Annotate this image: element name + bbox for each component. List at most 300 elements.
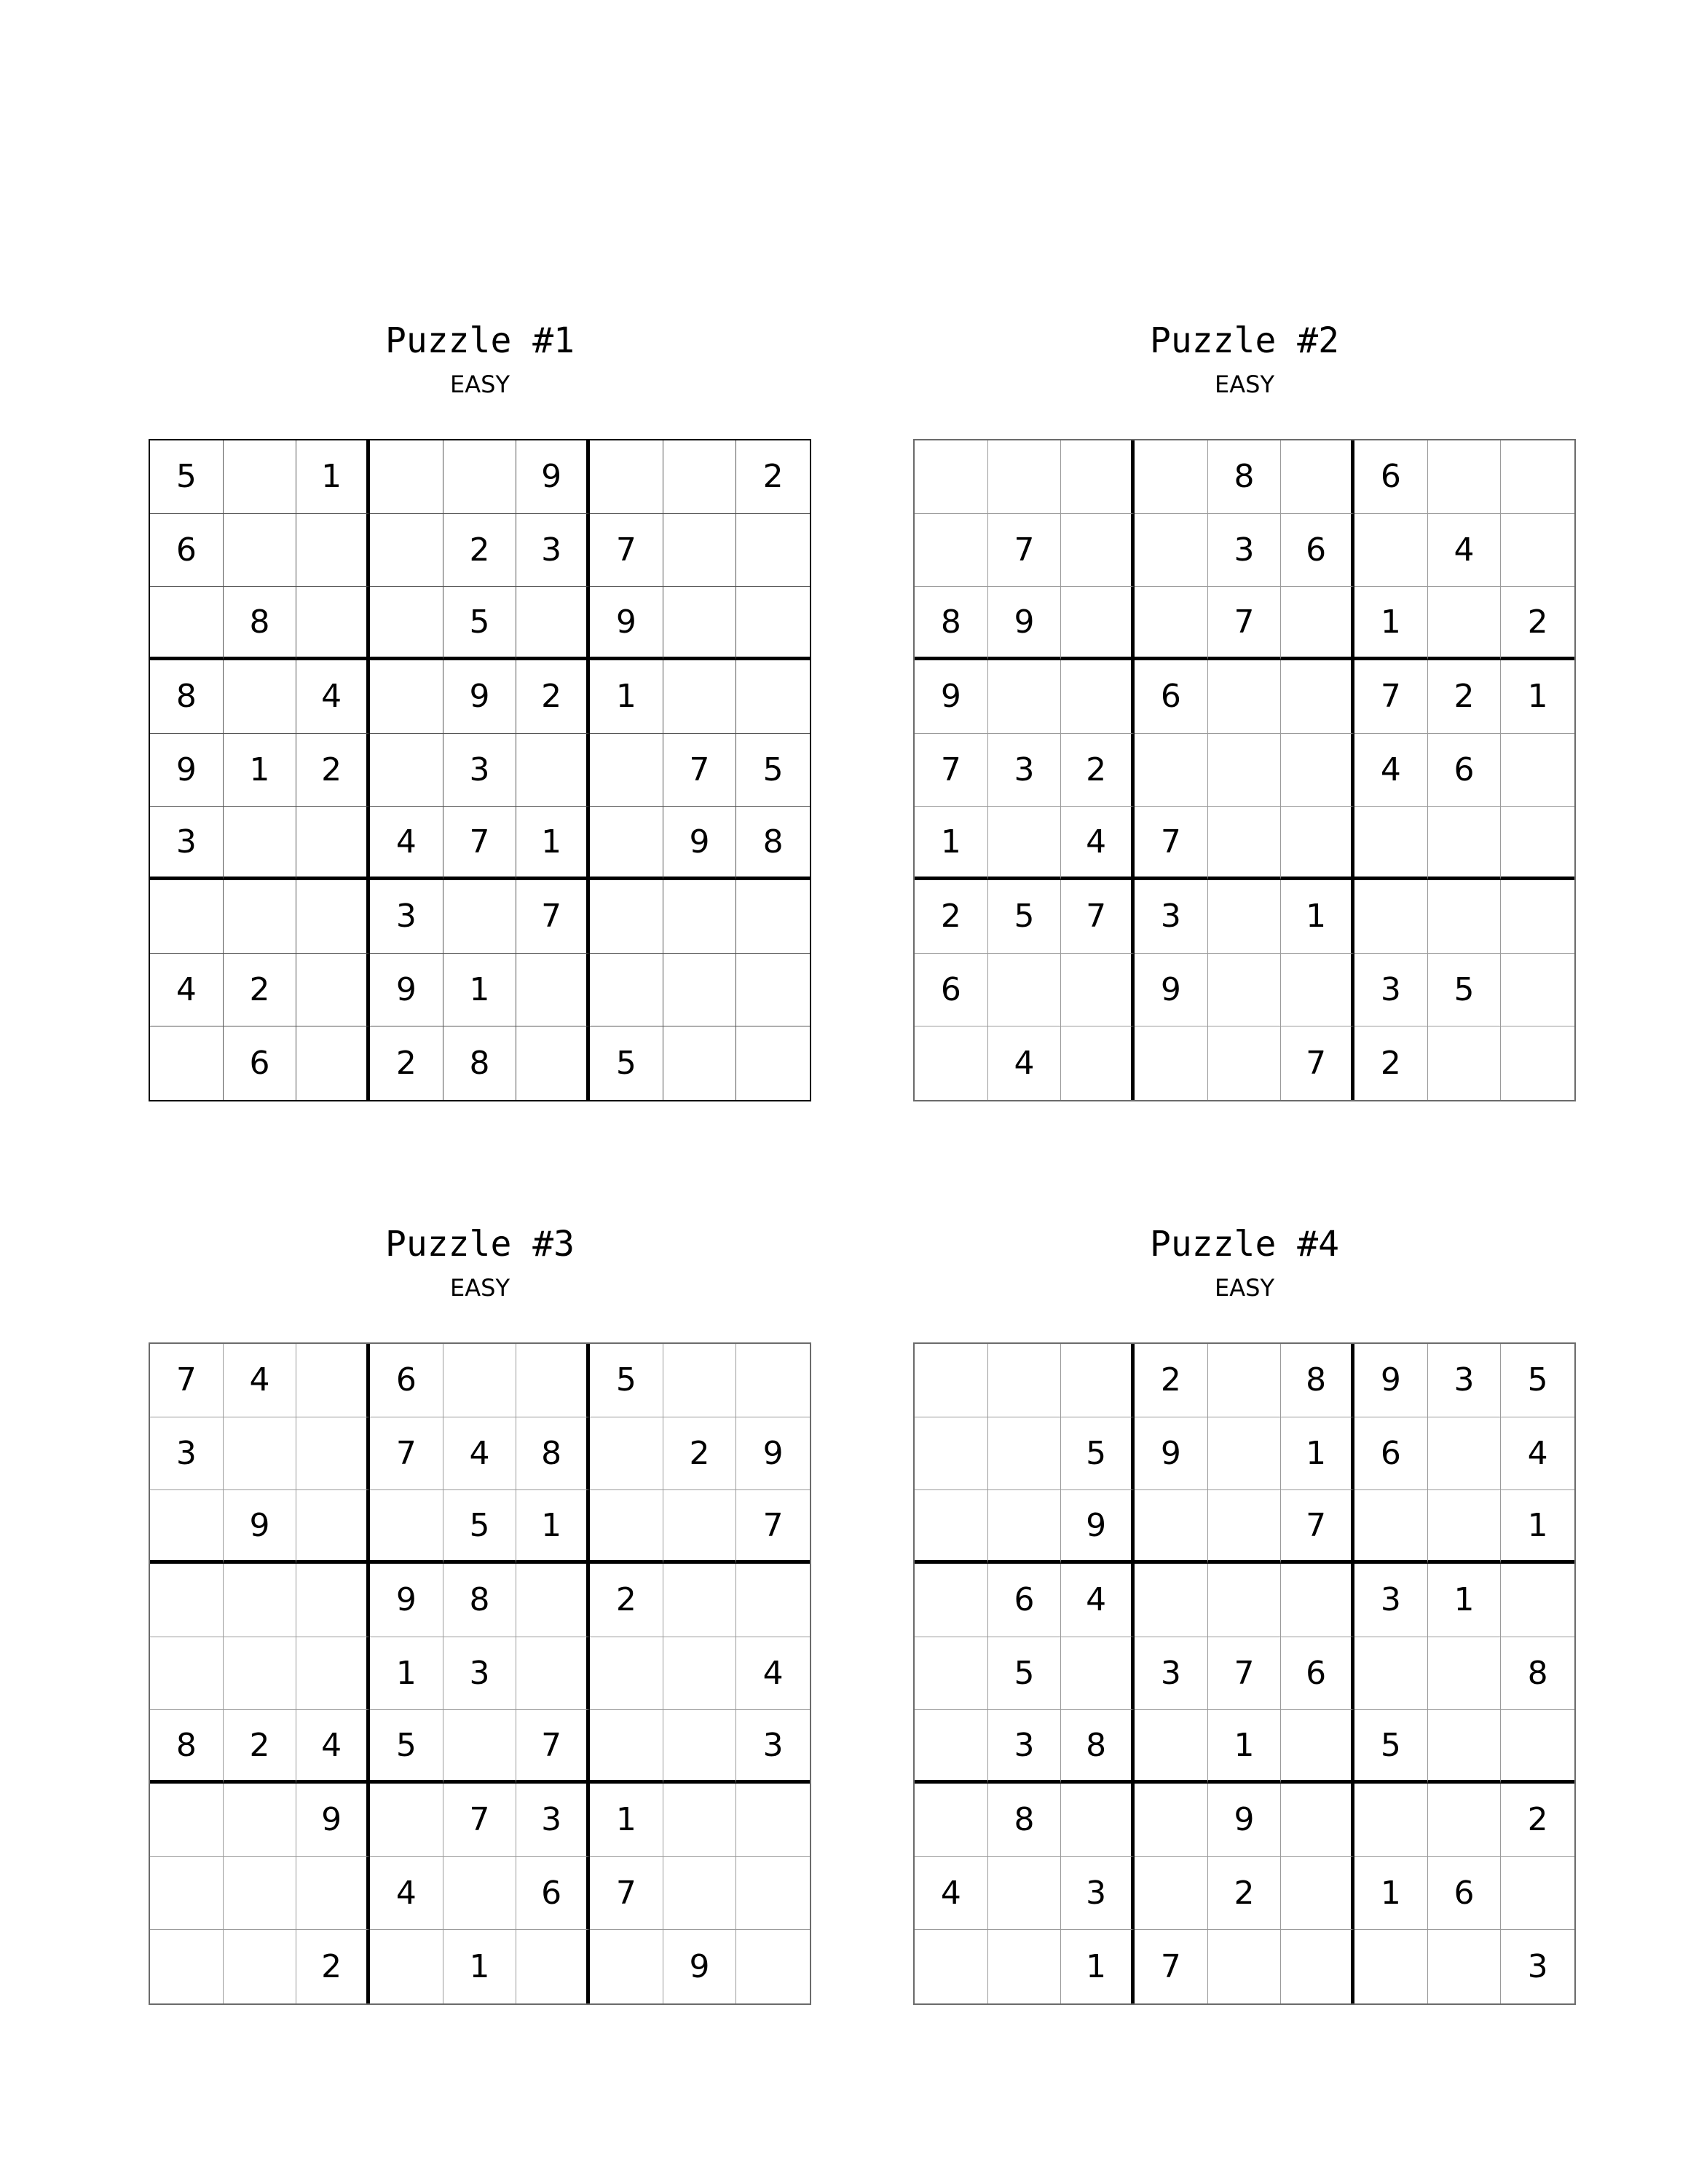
puzzle-title: Puzzle #3 (384, 1224, 575, 1265)
sudoku-cell: 9 (1208, 1784, 1282, 1857)
sudoku-cell: 9 (296, 1784, 370, 1857)
sudoku-cell: 2 (1501, 587, 1574, 660)
sudoku-cell: 7 (663, 734, 737, 807)
sudoku-cell (1354, 1490, 1428, 1564)
sudoku-cell: 9 (1354, 1344, 1428, 1417)
sudoku-cell (663, 1564, 737, 1637)
sudoku-cell: 8 (150, 1710, 224, 1784)
sudoku-cell (915, 1637, 988, 1711)
sudoku-cell (1354, 880, 1428, 954)
sudoku-cell (1501, 807, 1574, 880)
sudoku-cell (1061, 954, 1135, 1027)
sudoku-cell (1501, 1710, 1574, 1784)
sudoku-cell: 8 (150, 660, 224, 734)
sudoku-cell (1061, 1344, 1135, 1417)
sudoku-cell (1061, 514, 1135, 587)
sudoku-cell: 7 (1208, 587, 1282, 660)
sudoku-cell (988, 660, 1062, 734)
sudoku-cell (1428, 1490, 1502, 1564)
sudoku-cell (370, 1784, 443, 1857)
sudoku-cell (150, 1857, 224, 1931)
sudoku-cell: 4 (370, 807, 443, 880)
sudoku-cell (1208, 1417, 1282, 1491)
sudoku-cell: 9 (915, 660, 988, 734)
sudoku-cell: 4 (443, 1417, 517, 1491)
sudoku-cell: 6 (1354, 1417, 1428, 1491)
sudoku-cell (1281, 954, 1354, 1027)
sudoku-cell: 5 (443, 587, 517, 660)
sudoku-cell: 3 (150, 1417, 224, 1491)
sudoku-cell (915, 1784, 988, 1857)
sudoku-cell: 5 (443, 1490, 517, 1564)
sudoku-cell: 8 (988, 1784, 1062, 1857)
sudoku-cell: 3 (1135, 880, 1208, 954)
sudoku-cell (1428, 1784, 1502, 1857)
sudoku-cell: 2 (1135, 1344, 1208, 1417)
sudoku-cell (1428, 880, 1502, 954)
sudoku-cell: 9 (370, 1564, 443, 1637)
sudoku-cell: 6 (516, 1857, 590, 1931)
sudoku-cell (150, 1637, 224, 1711)
sudoku-cell (663, 880, 737, 954)
sudoku-cell (736, 514, 810, 587)
sudoku-cell (296, 1026, 370, 1100)
sudoku-cell: 2 (590, 1564, 663, 1637)
sudoku-cell: 1 (516, 807, 590, 880)
sudoku-cell (296, 1564, 370, 1637)
sudoku-cell (1281, 1857, 1354, 1931)
sudoku-cell (1501, 734, 1574, 807)
sudoku-cell (224, 1857, 297, 1931)
sudoku-cell: 7 (915, 734, 988, 807)
sudoku-cell: 9 (736, 1417, 810, 1491)
sudoku-cell: 7 (370, 1417, 443, 1491)
sudoku-cell: 9 (1135, 1417, 1208, 1491)
sudoku-cell: 7 (1354, 660, 1428, 734)
sudoku-cell (1281, 1784, 1354, 1857)
sudoku-cell (736, 1026, 810, 1100)
sudoku-cell (988, 1417, 1062, 1491)
sudoku-cell (443, 1710, 517, 1784)
sudoku-cell (590, 807, 663, 880)
sudoku-cell (516, 1564, 590, 1637)
sudoku-cell (663, 1026, 737, 1100)
sudoku-cell (1061, 1026, 1135, 1100)
sudoku-cell: 7 (1281, 1026, 1354, 1100)
sudoku-cell: 2 (1208, 1857, 1282, 1931)
sudoku-cell (1135, 1710, 1208, 1784)
sudoku-cell: 5 (370, 1710, 443, 1784)
sudoku-cell (1428, 1637, 1502, 1711)
sudoku-cell (590, 440, 663, 514)
sudoku-board (149, 439, 811, 1101)
sudoku-cell (915, 1344, 988, 1417)
sudoku-cell (736, 1564, 810, 1637)
sudoku-cell (1135, 1857, 1208, 1931)
sudoku-cell: 3 (1354, 954, 1428, 1027)
sudoku-cell (736, 1784, 810, 1857)
sudoku-cell: 1 (1501, 1490, 1574, 1564)
sudoku-cell (1135, 1026, 1208, 1100)
sudoku-cell: 5 (736, 734, 810, 807)
sudoku-cell (516, 1026, 590, 1100)
sudoku-cell: 5 (590, 1344, 663, 1417)
sudoku-cell (224, 440, 297, 514)
sudoku-cell: 5 (988, 880, 1062, 954)
sudoku-cell: 4 (1354, 734, 1428, 807)
sudoku-cell (224, 1417, 297, 1491)
sudoku-cell: 6 (370, 1344, 443, 1417)
sudoku-cell: 3 (1527, 1948, 1548, 1986)
sudoku-cell (736, 1344, 810, 1417)
sudoku-cell: 1 (296, 440, 370, 514)
sudoku-cell (988, 807, 1062, 880)
sudoku-board (913, 1342, 1576, 2005)
sudoku-cell (516, 954, 590, 1027)
sudoku-cell: 1 (224, 734, 297, 807)
sudoku-cell: 2 (370, 1026, 443, 1100)
sudoku-cell (296, 880, 370, 954)
sudoku-cell (736, 880, 810, 954)
sudoku-cell: 5 (1061, 1417, 1135, 1491)
sudoku-cell: 1 (443, 954, 517, 1027)
sudoku-cell: 1 (1281, 880, 1354, 954)
sudoku-cell: 7 (516, 880, 590, 954)
sudoku-cell: 3 (1428, 1344, 1502, 1417)
sudoku-cell (1135, 440, 1208, 514)
sudoku-cell (736, 660, 810, 734)
sudoku-cell (988, 1490, 1062, 1564)
sudoku-cell (1135, 1784, 1208, 1857)
sudoku-cell: 9 (370, 954, 443, 1027)
sudoku-cell (1281, 660, 1354, 734)
sudoku-cell: 3 (150, 807, 224, 880)
sudoku-cell: 2 (663, 1417, 737, 1491)
sudoku-cell (590, 1417, 663, 1491)
sudoku-cell: 3 (443, 734, 517, 807)
sudoku-cell: 7 (1208, 1637, 1282, 1711)
sudoku-cell (1135, 514, 1208, 587)
difficulty-label: EASY (1215, 1274, 1274, 1302)
sudoku-cell: 7 (590, 514, 663, 587)
sudoku-cell (1428, 1930, 1502, 2003)
sudoku-cell: 9 (663, 1930, 737, 2003)
sudoku-cell: 8 (516, 1417, 590, 1491)
sudoku-cell (988, 954, 1062, 1027)
sudoku-cell (443, 880, 517, 954)
sudoku-cell: 6 (1428, 1857, 1502, 1931)
sudoku-cell (663, 1637, 737, 1711)
sudoku-cell: 4 (736, 1637, 810, 1711)
sudoku-cell: 7 (1281, 1490, 1354, 1564)
sudoku-cell (663, 1710, 737, 1784)
sudoku-cell (150, 880, 224, 954)
sudoku-cell (516, 1930, 590, 2003)
sudoku-cell: 2 (1428, 660, 1502, 734)
sudoku-cell (1135, 1490, 1208, 1564)
sudoku-cell: 9 (443, 660, 517, 734)
sudoku-cell: 2 (443, 514, 517, 587)
sudoku-cell: 8 (915, 587, 988, 660)
sudoku-cell (370, 440, 443, 514)
sudoku-cell: 7 (443, 1784, 517, 1857)
sudoku-cell (1061, 1784, 1135, 1857)
sudoku-cell (1061, 440, 1135, 514)
sudoku-cell: 9 (1061, 1490, 1135, 1564)
sudoku-cell (370, 587, 443, 660)
sudoku-cell (1281, 440, 1354, 514)
sudoku-cell: 7 (988, 514, 1062, 587)
sudoku-cell: 1 (590, 1784, 663, 1857)
sudoku-cell (915, 1564, 988, 1637)
sudoku-cell: 1 (1354, 1857, 1428, 1931)
sudoku-cell (663, 514, 737, 587)
sudoku-cell (150, 1490, 224, 1564)
sudoku-cell (1428, 587, 1502, 660)
sudoku-cell (663, 1490, 737, 1564)
sudoku-cell (1208, 1930, 1282, 2003)
sudoku-cell (1428, 1026, 1502, 1100)
sudoku-cell (1061, 1637, 1135, 1711)
sudoku-cell (915, 1417, 988, 1491)
sudoku-cell: 4 (370, 1857, 443, 1931)
sudoku-cell: 6 (915, 954, 988, 1027)
sudoku-cell (1208, 1026, 1282, 1100)
sudoku-cell: 7 (443, 807, 517, 880)
sudoku-cell (224, 1784, 297, 1857)
sudoku-cell (296, 1490, 370, 1564)
puzzle-title: Puzzle #2 (1149, 320, 1340, 361)
sudoku-cell: 4 (150, 954, 224, 1027)
sudoku-cell (915, 514, 988, 587)
sudoku-cell: 2 (224, 1710, 297, 1784)
sudoku-cell (516, 1344, 590, 1417)
sudoku-cell: 8 (443, 1026, 517, 1100)
sudoku-cell: 3 (1135, 1637, 1208, 1711)
sudoku-cell: 6 (1281, 1637, 1354, 1711)
sudoku-cell: 7 (516, 1710, 590, 1784)
sudoku-cell (296, 587, 370, 660)
sudoku-cell (296, 1637, 370, 1711)
sudoku-cell: 1 (1208, 1710, 1282, 1784)
sudoku-cell (370, 514, 443, 587)
sudoku-cell (1135, 734, 1208, 807)
sudoku-cell (988, 1857, 1062, 1931)
sudoku-cell: 8 (443, 1564, 517, 1637)
sudoku-cell (1208, 1490, 1282, 1564)
sudoku-cell: 4 (296, 1710, 370, 1784)
sudoku-cell: 1 (1354, 587, 1428, 660)
sudoku-cell (370, 734, 443, 807)
sudoku-cell (224, 660, 297, 734)
sudoku-cell: 1 (590, 660, 663, 734)
sudoku-cell: 4 (1061, 807, 1135, 880)
sudoku-cell (736, 587, 810, 660)
sudoku-cell (1501, 514, 1574, 587)
sudoku-cell (1208, 1344, 1282, 1417)
sudoku-cell: 5 (1501, 1344, 1574, 1417)
sudoku-cell (1208, 880, 1282, 954)
sudoku-cell (224, 514, 297, 587)
sudoku-cell: 2 (516, 660, 590, 734)
sudoku-cell: 1 (915, 807, 988, 880)
sudoku-cell: 9 (988, 587, 1062, 660)
sudoku-cell: 7 (150, 1344, 224, 1417)
sudoku-cell (663, 1857, 737, 1931)
sudoku-cell: 6 (224, 1026, 297, 1100)
sudoku-cell: 2 (224, 954, 297, 1027)
sudoku-cell (1208, 660, 1282, 734)
sudoku-cell: 8 (1281, 1344, 1354, 1417)
difficulty-label: EASY (450, 1274, 510, 1302)
sudoku-cell (1281, 807, 1354, 880)
sudoku-cell (663, 440, 737, 514)
sudoku-cell (296, 1417, 370, 1491)
sudoku-cell (1281, 587, 1354, 660)
sudoku-cell: 2 (736, 440, 810, 514)
sudoku-cell (988, 440, 1062, 514)
sudoku-cell (590, 1930, 663, 2003)
sudoku-cell (1208, 807, 1282, 880)
sudoku-cell (590, 880, 663, 954)
sudoku-cell (988, 1930, 1062, 2003)
sudoku-cell: 8 (224, 587, 297, 660)
sudoku-cell: 5 (590, 1026, 663, 1100)
sudoku-cell (590, 954, 663, 1027)
sudoku-cell: 9 (150, 734, 224, 807)
sudoku-cell (1281, 1564, 1354, 1637)
sudoku-cell: 6 (1135, 660, 1208, 734)
sudoku-cell (1281, 1710, 1354, 1784)
sudoku-cell (915, 1710, 988, 1784)
sudoku-cell (1501, 1026, 1574, 1100)
sudoku-cell (988, 1344, 1062, 1417)
sudoku-cell (296, 1344, 370, 1417)
sudoku-cell (1135, 1564, 1208, 1637)
sudoku-cell (736, 954, 810, 1027)
sudoku-cell (370, 1490, 443, 1564)
sudoku-cell (1354, 514, 1428, 587)
sudoku-cell (443, 1344, 517, 1417)
sudoku-cell (663, 587, 737, 660)
sudoku-cell: 4 (1061, 1564, 1135, 1637)
sudoku-cell: 9 (516, 440, 590, 514)
sudoku-cell: 8 (736, 807, 810, 880)
sudoku-cell: 3 (988, 734, 1062, 807)
sudoku-cell: 4 (224, 1344, 297, 1417)
sudoku-cell: 1 (1281, 1417, 1354, 1491)
sudoku-cell: 7 (736, 1490, 810, 1564)
sudoku-cell: 2 (1354, 1026, 1428, 1100)
sudoku-board (913, 439, 1576, 1101)
sudoku-cell (296, 807, 370, 880)
sudoku-cell (150, 1026, 224, 1100)
sudoku-cell (1501, 440, 1574, 514)
sudoku-cell (1354, 1930, 1428, 2003)
sudoku-cell: 2 (915, 880, 988, 954)
sudoku-cell: 7 (1061, 880, 1135, 954)
sudoku-cell: 4 (296, 660, 370, 734)
sudoku-cell (1501, 1564, 1574, 1637)
sudoku-cell (590, 1710, 663, 1784)
sudoku-cell (915, 1930, 988, 2003)
sudoku-cell (1428, 1710, 1502, 1784)
sudoku-cell: 3 (443, 1637, 517, 1711)
sudoku-cell: 3 (516, 514, 590, 587)
sudoku-cell: 2 (296, 1930, 370, 2003)
sudoku-cell: 6 (988, 1564, 1062, 1637)
sudoku-cell (224, 807, 297, 880)
sudoku-cell (1354, 1637, 1428, 1711)
sudoku-cell: 1 (516, 1490, 590, 1564)
sudoku-cell (443, 1857, 517, 1931)
sudoku-cell: 6 (1281, 514, 1354, 587)
sudoku-cell: 3 (1061, 1857, 1135, 1931)
sudoku-cell: 3 (988, 1710, 1062, 1784)
sudoku-cell: 1 (1428, 1564, 1502, 1637)
sudoku-cell (915, 1026, 988, 1100)
sudoku-cell (1428, 1417, 1502, 1491)
sudoku-cell (1501, 880, 1574, 954)
sudoku-cell: 8 (1061, 1710, 1135, 1784)
sudoku-cell: 3 (1208, 514, 1282, 587)
puzzle-title: Puzzle #4 (1149, 1224, 1340, 1265)
sudoku-cell: 5 (150, 440, 224, 514)
sudoku-cell: 4 (1501, 1417, 1574, 1491)
sudoku-cell: 2 (1061, 734, 1135, 807)
sudoku-cell: 2 (1501, 1784, 1574, 1857)
sudoku-cell (1208, 1564, 1282, 1637)
sudoku-cell (1281, 734, 1354, 807)
sudoku-cell: 1 (1061, 1930, 1135, 2003)
sudoku-cell: 8 (1208, 440, 1282, 514)
sudoku-cell: 6 (1354, 440, 1428, 514)
difficulty-label: EASY (450, 371, 510, 398)
sudoku-cell: 3 (1354, 1564, 1428, 1637)
sudoku-cell: 1 (370, 1637, 443, 1711)
sudoku-cell (1208, 734, 1282, 807)
sudoku-cell (1281, 1930, 1354, 2003)
sudoku-cell (1354, 1784, 1428, 1857)
sudoku-cell (590, 734, 663, 807)
sudoku-board (149, 1342, 811, 2005)
sudoku-cell (516, 734, 590, 807)
puzzle-title: Puzzle #1 (384, 320, 575, 361)
sudoku-cell (224, 880, 297, 954)
sudoku-cell (1208, 954, 1282, 1027)
sudoku-cell (1428, 807, 1502, 880)
sudoku-cell: 7 (1135, 807, 1208, 880)
sudoku-cell (663, 1784, 737, 1857)
sudoku-cell: 5 (1354, 1710, 1428, 1784)
sudoku-cell (224, 1930, 297, 2003)
sudoku-cell (296, 954, 370, 1027)
sudoku-cell (1428, 440, 1502, 514)
sudoku-cell: 3 (370, 880, 443, 954)
sudoku-cell (224, 1564, 297, 1637)
sudoku-cell: 3 (516, 1784, 590, 1857)
sudoku-cell (516, 1637, 590, 1711)
sudoku-cell (516, 587, 590, 660)
sudoku-cell (1061, 660, 1135, 734)
sudoku-cell (1354, 807, 1428, 880)
sudoku-cell (150, 1784, 224, 1857)
sudoku-cell: 4 (988, 1026, 1062, 1100)
sudoku-cell (1135, 587, 1208, 660)
sudoku-cell: 2 (296, 734, 370, 807)
sudoku-cell: 6 (150, 514, 224, 587)
difficulty-label: EASY (1215, 371, 1274, 398)
